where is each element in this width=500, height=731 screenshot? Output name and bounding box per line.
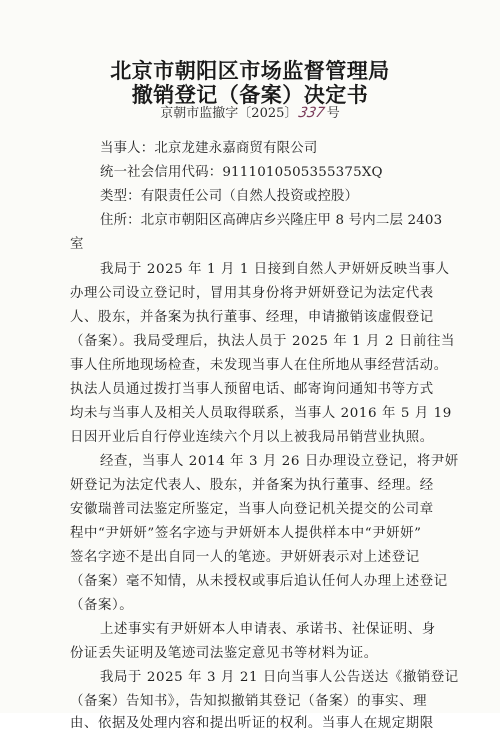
body-line: 办理公司设立登记时，冒用其身份将尹妍妍登记为法定代表 <box>70 286 434 301</box>
document-number-suffix: 号 <box>326 106 340 121</box>
body-line: 份证丢失证明及笔迹司法鉴定意见书等材料为证。 <box>70 646 378 661</box>
party-address-line2: 室 <box>70 237 84 252</box>
party-type: 类型：有限责任公司（自然人投资或控股） <box>100 189 359 204</box>
body-line: 经查，当事人 2014 年 3 月 26 日办理设立登记，将尹妍 <box>100 454 459 469</box>
body-line: 日因开业后自行停业连续六个月以上被我局吊销营业执照。 <box>70 430 434 445</box>
body-line: 签名字迹不是出自同一人的笔迹。尹妍妍表示对上述登记 <box>70 550 420 565</box>
body-line: 妍登记为法定代表人、股东，并备案为执行董事、经理。经 <box>70 478 434 493</box>
body-line: 人、股东，并备案为执行董事、经理，申请撤销该虚假登记 <box>70 310 434 325</box>
body-line: （备案）告知书》，告知拟撤销其登记（备案）的事实、理 <box>70 694 428 709</box>
body-line: （备案）毫不知情，从未授权或事后追认任何人办理上述登记 <box>70 574 448 589</box>
body-line: 安徽瑞普司法鉴定所鉴定，当事人向登记机关提交的公司章 <box>70 502 434 517</box>
document-number-prefix: 京朝市监撤字〔2025〕 <box>160 106 298 121</box>
body-line: 我局于 2025 年 1 月 1 日接到自然人尹妍妍反映当事人 <box>100 262 450 277</box>
body-line: 上述事实有尹妍妍本人申请表、承诺书、社保证明、身 <box>100 622 436 637</box>
body-line: 程中“尹妍妍”签名字迹与尹妍妍本人提供样本中“尹妍妍” <box>70 526 422 541</box>
body-line: （备案）。我局受理后，执法人员于 2025 年 1 月 2 日前往当 <box>70 334 455 349</box>
body-line: 事人住所地现场检查，未发现当事人在住所地从事经营活动。 <box>70 358 448 373</box>
party-credit-code: 统一社会信用代码：9111010505355375XQ <box>100 165 383 180</box>
document-number-handwritten: 337 <box>297 105 327 121</box>
document-title-line1: 北京市朝阳区市场监督管理局 <box>110 58 390 83</box>
body-line: 由、依据及处理内容和提出听证的权利。当事人在规定期限 <box>70 716 434 731</box>
body-line: 执法人员通过拨打当事人预留电话、邮寄询问通知书等方式 <box>70 382 434 397</box>
body-line: 均未与当事人及相关人员取得联系，当事人 2016 年 5 月 19 <box>70 406 452 421</box>
document-number <box>0 102 500 121</box>
party-name: 当事人：北京龙建永嘉商贸有限公司 <box>100 141 318 156</box>
body-line: （备案）。 <box>70 598 134 613</box>
body-line: 我局于 2025 年 3 月 21 日向当事人公告送达《撤销登记 <box>100 670 459 685</box>
document-title-line2: 撤销登记（备案）决定书 <box>131 82 369 107</box>
party-address-line1: 住所：北京市朝阳区高碑店乡兴隆庄甲 8 号内二层 2403 <box>100 213 443 228</box>
